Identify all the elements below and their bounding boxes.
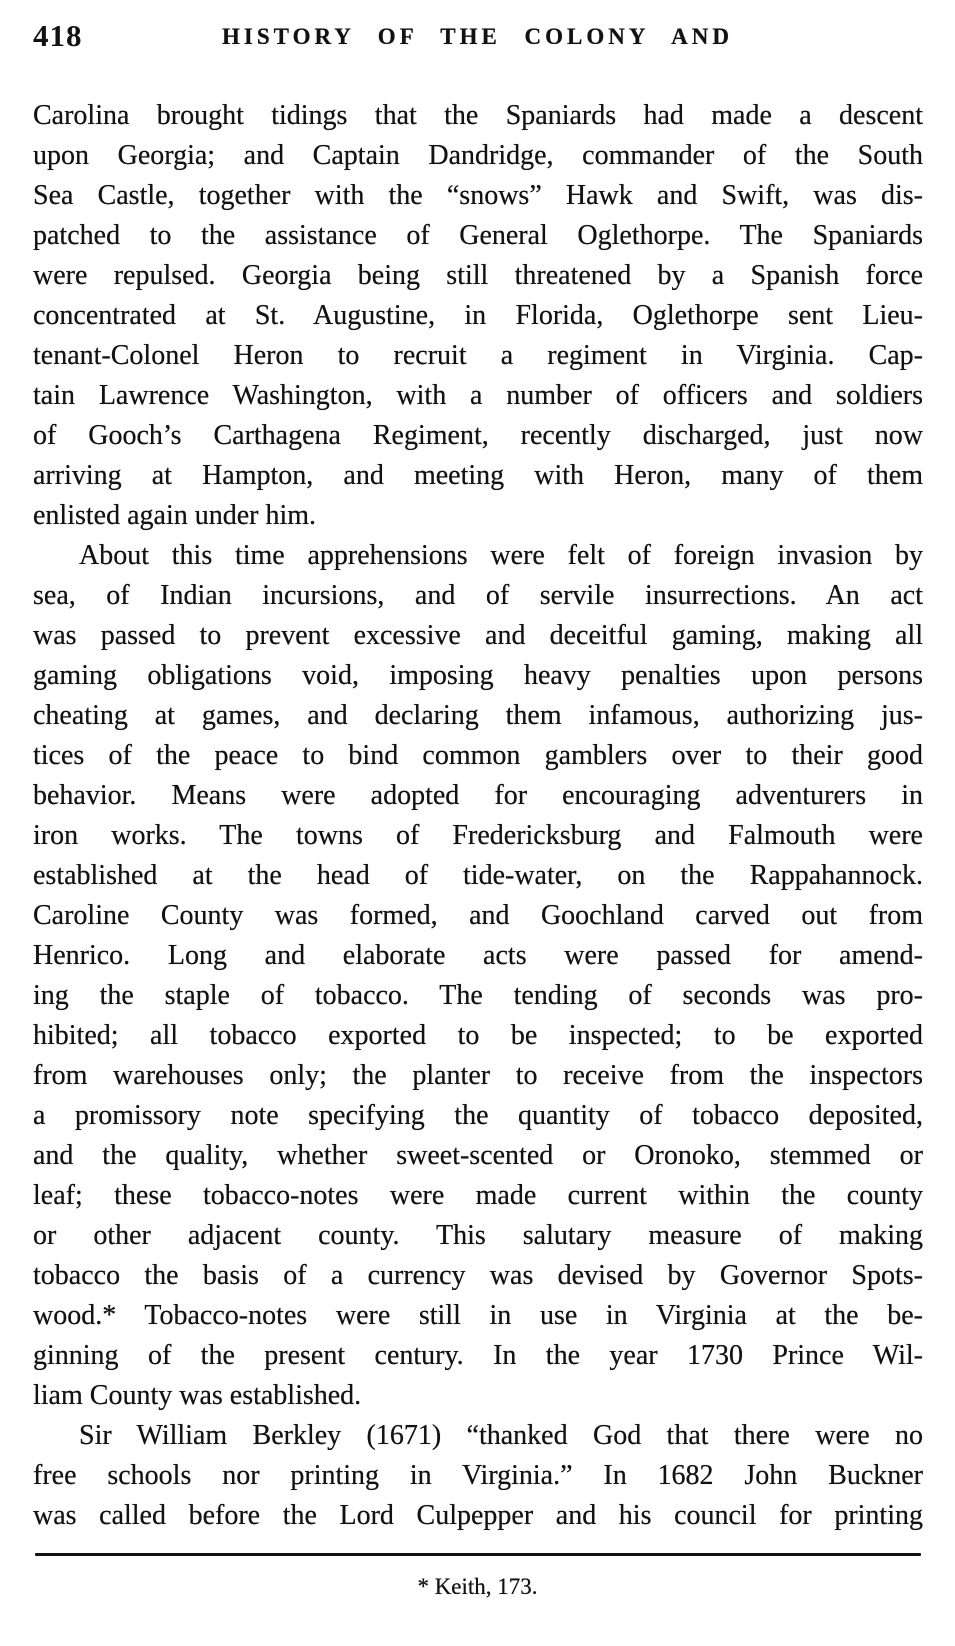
text-line: iron works. The towns of Fredericksburg and Falmouth were xyxy=(33,820,923,851)
paragraph xyxy=(33,1416,923,1536)
footnote: * Keith, 173. xyxy=(417,1574,538,1599)
text-line: Henrico. Long and elaborate acts were passed for amend- xyxy=(33,940,923,971)
text-line: cheating at games, and declaring them infamous, authorizing jus- xyxy=(33,700,923,731)
text-line: behavior. Means were adopted for encouraging adventurers in xyxy=(33,780,923,811)
text-line: gaming obligations void, imposing heavy penalties upon persons xyxy=(33,660,923,691)
running-head: HISTORY OF THE COLONY AND xyxy=(222,24,733,49)
text-line: Carolina brought tidings that the Spaniards had made a descent xyxy=(33,100,923,131)
text-line: liam County was established. xyxy=(33,1380,362,1411)
text-line: leaf; these tobacco-notes were made current within the county xyxy=(33,1180,923,1211)
text-line: Sir William Berkley (1671) “thanked God that there were no xyxy=(79,1420,923,1451)
text-line: Caroline County was formed, and Goochland carved out from xyxy=(33,900,923,931)
text-line: and the quality, whether sweet-scented or Oronoko, stemmed or xyxy=(33,1140,923,1171)
text-line: ing the staple of tobacco. The tending of seconds was pro- xyxy=(33,980,923,1011)
text-line: wood.* Tobacco-notes were still in use in Virginia at the be- xyxy=(33,1300,923,1331)
page-header xyxy=(33,16,922,60)
text-line: free schools nor printing in Virginia.” In 1682 John Buckner xyxy=(33,1460,923,1491)
text-line: patched to the assistance of General Oglethorpe. The Spaniards xyxy=(33,220,923,251)
text-line: tain Lawrence Washington, with a number of officers and soldiers xyxy=(33,380,923,411)
text-line: Sea Castle, together with the “snows” Hawk and Swift, was dis- xyxy=(33,180,923,211)
text-line: were repulsed. Georgia being still threatened by a Spanish force xyxy=(33,260,923,291)
text-line: a promissory note specifying the quantity of tobacco deposited, xyxy=(33,1100,923,1131)
text-line: upon Georgia; and Captain Dandridge, commander of the South xyxy=(33,140,923,171)
text-line: concentrated at St. Augustine, in Florida, Oglethorpe sent Lieu- xyxy=(33,300,923,331)
paragraph xyxy=(33,536,923,1416)
text-line: sea, of Indian incursions, and of servile insurrections. An act xyxy=(33,580,923,611)
page-number: 418 xyxy=(33,18,83,53)
text-line: tenant-Colonel Heron to recruit a regiment in Virginia. Cap- xyxy=(33,340,923,371)
paragraph xyxy=(33,96,923,536)
text-line: tobacco the basis of a currency was devised by Governor Spots- xyxy=(33,1260,923,1291)
text-line: hibited; all tobacco exported to be inspected; to be exported xyxy=(33,1020,923,1051)
text-line: tices of the peace to bind common gamblers over to their good xyxy=(33,740,923,771)
text-line: enlisted again under him. xyxy=(33,500,317,531)
footnote-divider xyxy=(35,1553,921,1556)
text-line: arriving at Hampton, and meeting with Heron, many of them xyxy=(33,460,923,491)
text-line: About this time apprehensions were felt of foreign invasion by xyxy=(79,540,923,571)
page-body xyxy=(33,96,923,1536)
text-line: ginning of the present century. In the year 1730 Prince Wil- xyxy=(33,1340,923,1371)
text-line: established at the head of tide-water, on the Rappahannock. xyxy=(33,860,923,891)
text-line: was passed to prevent excessive and deceitful gaming, making all xyxy=(33,620,923,651)
text-line: from warehouses only; the planter to receive from the inspectors xyxy=(33,1060,923,1091)
text-line: or other adjacent county. This salutary measure of making xyxy=(33,1220,923,1251)
text-line: of Gooch’s Carthagena Regiment, recently discharged, just now xyxy=(33,420,923,451)
text-line: was called before the Lord Culpepper and his council for printing xyxy=(33,1500,923,1531)
